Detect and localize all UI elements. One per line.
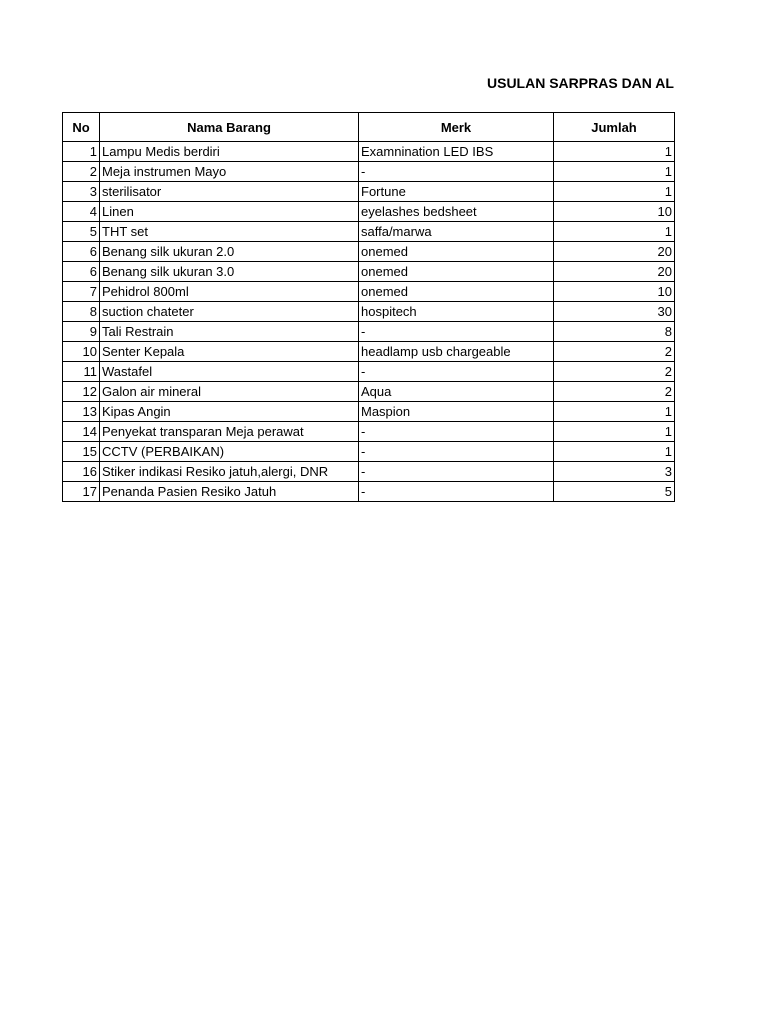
cell-name: Benang silk ukuran 3.0 (100, 262, 359, 282)
table-row (63, 342, 676, 362)
cell-extra (675, 462, 676, 482)
header-name: Nama Barang (100, 113, 359, 142)
cell-merk: - (359, 442, 554, 462)
cell-qty: 10 (554, 202, 675, 222)
cell-qty: 5 (554, 482, 675, 502)
cell-no: 7 (63, 282, 100, 302)
cell-no: 14 (63, 422, 100, 442)
table-row (63, 462, 676, 482)
cell-name: Meja instrumen Mayo (100, 162, 359, 182)
cell-name: Lampu Medis berdiri (100, 142, 359, 162)
table-row (63, 302, 676, 322)
cell-no: 6 (63, 262, 100, 282)
cell-merk: eyelashes bedsheet (359, 202, 554, 222)
cell-extra (675, 302, 676, 322)
cell-name: Penyekat transparan Meja perawat (100, 422, 359, 442)
cell-no: 6 (63, 242, 100, 262)
cell-qty: 2 (554, 342, 675, 362)
cell-name: Kipas Angin (100, 402, 359, 422)
table-row (63, 362, 676, 382)
title-area (0, 72, 675, 96)
cell-name: THT set (100, 222, 359, 242)
cell-extra (675, 402, 676, 422)
cell-qty: 1 (554, 422, 675, 442)
cell-extra (675, 322, 676, 342)
table-row (63, 202, 676, 222)
table-row (63, 182, 676, 202)
table-row (63, 242, 676, 262)
table-row (63, 422, 676, 442)
cell-no: 12 (63, 382, 100, 402)
header-extra (675, 113, 676, 142)
page-title: USULAN SARPRAS DAN AL (487, 75, 674, 91)
cell-qty: 10 (554, 282, 675, 302)
cell-qty: 8 (554, 322, 675, 342)
cell-qty: 2 (554, 362, 675, 382)
table-row (63, 322, 676, 342)
cell-qty: 2 (554, 382, 675, 402)
cell-name: Tali Restrain (100, 322, 359, 342)
header-qty: Jumlah (554, 113, 675, 142)
cell-merk: - (359, 362, 554, 382)
cell-no: 13 (63, 402, 100, 422)
cell-name: Wastafel (100, 362, 359, 382)
cell-name: Senter Kepala (100, 342, 359, 362)
table-body (63, 142, 676, 502)
cell-name: Pehidrol 800ml (100, 282, 359, 302)
cell-no: 8 (63, 302, 100, 322)
cell-no: 15 (63, 442, 100, 462)
cell-name: Penanda Pasien Resiko Jatuh (100, 482, 359, 502)
cell-merk: - (359, 422, 554, 442)
table-area (62, 112, 675, 504)
cell-merk: onemed (359, 262, 554, 282)
cell-name: Benang silk ukuran 2.0 (100, 242, 359, 262)
cell-merk: Aqua (359, 382, 554, 402)
cell-no: 3 (63, 182, 100, 202)
cell-qty: 1 (554, 442, 675, 462)
cell-extra (675, 382, 676, 402)
cell-merk: - (359, 322, 554, 342)
table-row (63, 382, 676, 402)
cell-no: 1 (63, 142, 100, 162)
cell-extra (675, 422, 676, 442)
table-row (63, 482, 676, 502)
cell-name: CCTV (PERBAIKAN) (100, 442, 359, 462)
cell-extra (675, 242, 676, 262)
table-row (63, 222, 676, 242)
cell-merk: onemed (359, 242, 554, 262)
cell-qty: 1 (554, 402, 675, 422)
cell-merk: hospitech (359, 302, 554, 322)
cell-merk: Fortune (359, 182, 554, 202)
cell-qty: 3 (554, 462, 675, 482)
cell-extra (675, 442, 676, 462)
items-table (62, 112, 675, 502)
cell-extra (675, 282, 676, 302)
cell-extra (675, 202, 676, 222)
table-row (63, 282, 676, 302)
table-row (63, 142, 676, 162)
cell-extra (675, 182, 676, 202)
header-merk: Merk (359, 113, 554, 142)
cell-qty: 30 (554, 302, 675, 322)
table-row (63, 262, 676, 282)
cell-extra (675, 342, 676, 362)
cell-extra (675, 222, 676, 242)
cell-extra (675, 362, 676, 382)
cell-qty: 1 (554, 162, 675, 182)
cell-no: 10 (63, 342, 100, 362)
cell-no: 11 (63, 362, 100, 382)
cell-name: Galon air mineral (100, 382, 359, 402)
cell-no: 9 (63, 322, 100, 342)
cell-qty: 20 (554, 262, 675, 282)
cell-merk: - (359, 162, 554, 182)
cell-qty: 20 (554, 242, 675, 262)
cell-no: 2 (63, 162, 100, 182)
cell-no: 17 (63, 482, 100, 502)
cell-extra (675, 162, 676, 182)
cell-no: 5 (63, 222, 100, 242)
cell-no: 16 (63, 462, 100, 482)
cell-merk: - (359, 482, 554, 502)
cell-extra (675, 482, 676, 502)
cell-no: 4 (63, 202, 100, 222)
cell-merk: saffa/marwa (359, 222, 554, 242)
cell-merk: Maspion (359, 402, 554, 422)
cell-qty: 1 (554, 222, 675, 242)
cell-merk: Examnination LED IBS (359, 142, 554, 162)
cell-name: sterilisator (100, 182, 359, 202)
cell-qty: 1 (554, 182, 675, 202)
cell-name: Linen (100, 202, 359, 222)
table-row (63, 402, 676, 422)
table-header-row (63, 113, 676, 142)
cell-merk: headlamp usb chargeable (359, 342, 554, 362)
table-row (63, 162, 676, 182)
cell-merk: - (359, 462, 554, 482)
cell-extra (675, 142, 676, 162)
table-row (63, 442, 676, 462)
cell-qty: 1 (554, 142, 675, 162)
cell-extra (675, 262, 676, 282)
cell-merk: onemed (359, 282, 554, 302)
cell-name: Stiker indikasi Resiko jatuh,alergi, DNR (100, 462, 359, 482)
header-no: No (63, 113, 100, 142)
cell-name: suction chateter (100, 302, 359, 322)
